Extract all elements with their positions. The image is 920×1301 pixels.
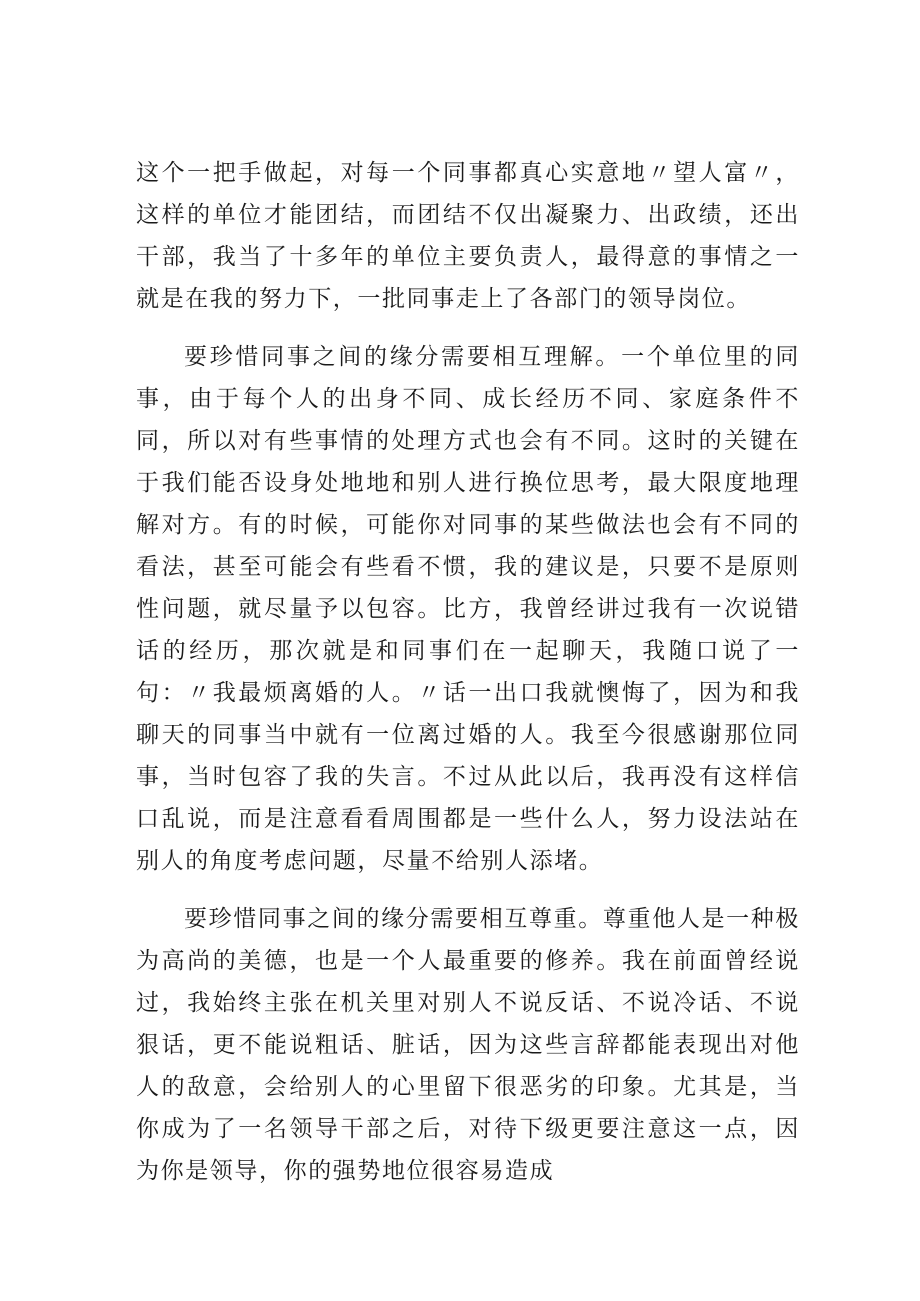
paragraph-continuation: 这个一把手做起，对每一个同事都真心实意地〃望人富〃，这样的单位才能团结，而团结不仅出凝聚力、出政绩，还出干部，我当了十多年的单位主要负责人，最得意的事情之一就是在我的努力下，一批同事走上了各部门的领导岗位。 <box>136 160 800 312</box>
document-body <box>136 152 800 1208</box>
paragraph-mutual-understanding: 要珍惜同事之间的缘分需要相互理解。一个单位里的同事，由于每个人的出身不同、成长经历不同、家庭条件不同，所以对有些事情的处理方式也会有不同。这时的关键在于我们能否设身处地地和别人进行换位思考，最大限度地理解对方。有的时候，可能你对同事的某些做法也会有不同的看法，甚至可能会有些看不惯，我的建议是，只要不是原则性问题，就尽量予以包容。比方，我曾经讲过我有一次说错话的经历，那次就是和同事们在一起聊天，我随口说了一句：〃我最烦离婚的人。〃话一出口我就懊悔了，因为和我聊天的同事当中就有一位离过婚的人。我至今很感谢那位同事，当时包容了我的失言。不过从此以后，我再没有这样信口乱说，而是注意看看周围都是一些什么人，努力设法站在别人的角度考虑问题，尽量不给别人添堵。 <box>136 344 800 874</box>
paragraph-mutual-respect: 要珍惜同事之间的缘分需要相互尊重。尊重他人是一种极为高尚的美德，也是一个人最重要的修养。我在前面曾经说过，我始终主张在机关里对别人不说反话、不说冷话、不说狠话，更不能说粗话、脏话，因为这些言辞都能表现出对他人的敌意，会给别人的心里留下很恶劣的印象。尤其是，当你成为了一名领导干部之后，对待下级更要注意这一点，因为你是领导，你的强势地位很容易造成 <box>136 906 800 1184</box>
